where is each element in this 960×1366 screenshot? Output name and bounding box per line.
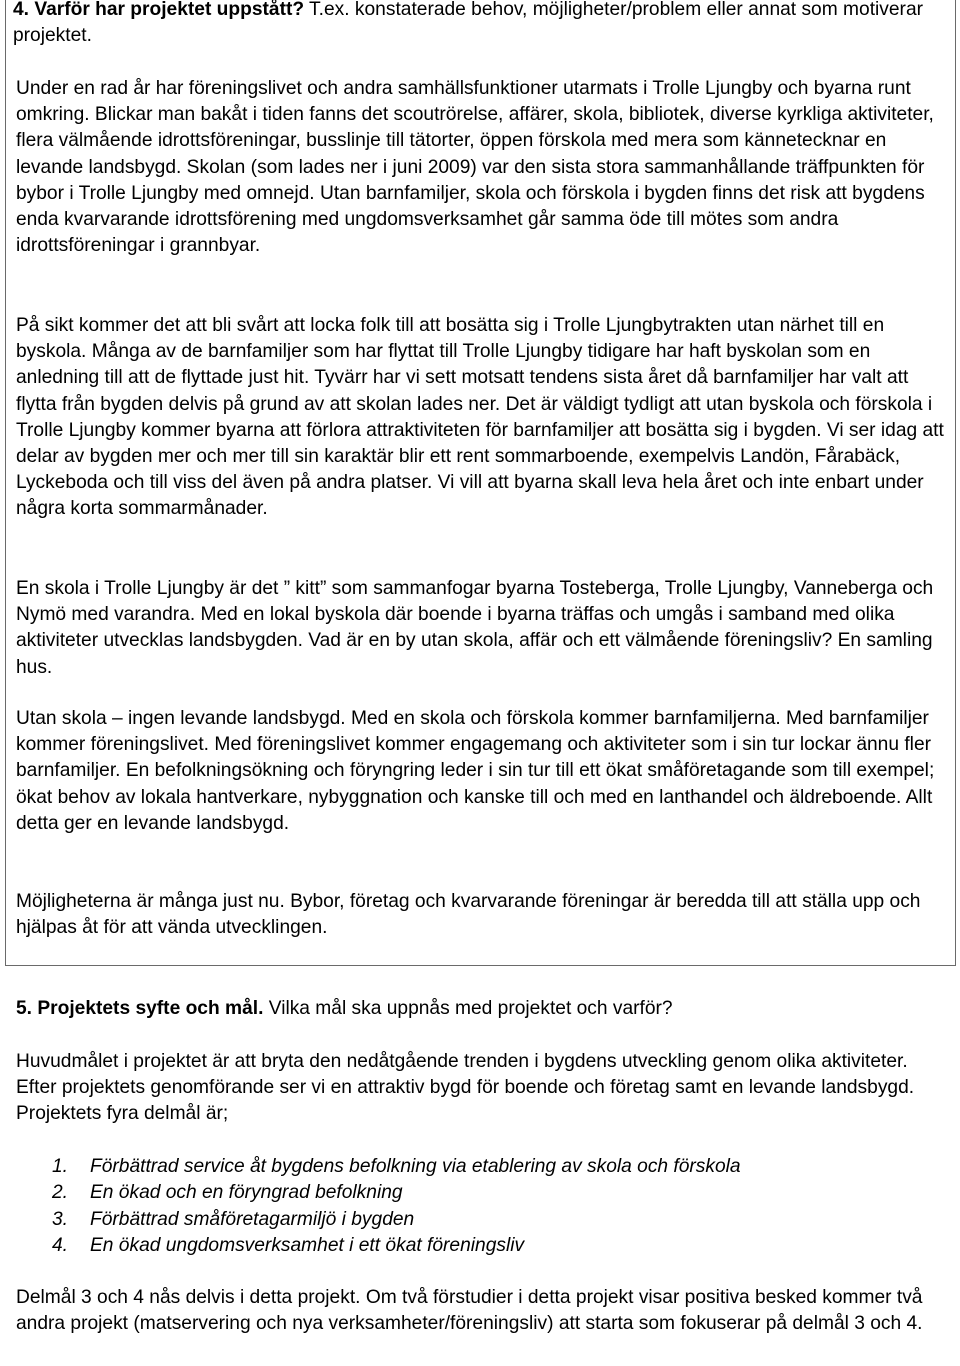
goal-number: 4. [52,1234,69,1256]
section4-paragraph-5: Möjligheterna är många just nu. Bybor, företag och kvarvarande föreningar är beredda till att ställa upp och hjälpas åt för att vända utvecklingen. [16,891,921,939]
goal-number: 2. [52,1182,69,1204]
goal-text: En ökad och en föryngrad befolkning [90,1182,403,1204]
section5-intro: Huvudmålet i projektet är att bryta den nedåtgående trenden i bygdens utveckling genom olika aktiviteter. Efter projektets genomförande ser vi en attraktiv bygd för boende och företag samt en levande landsbygd. Projektets fyra delmål är; [16,1051,915,1125]
section5-heading [16,996,951,1022]
section4-paragraph-3: En skola i Trolle Ljungby är det ” kitt” som sammanfogar byarna Tosteberga, Trolle Ljungby, Vanneberga och Nymö med varandra. Med en lokal byskola där boende i byarna träffas och umgås i samband med olika aktiviteter utvecklas landsbygden. Vad är en by utan skola, affär och ett välmående föreningsliv? En samling hus. [16,578,934,678]
goal-number: 1. [52,1156,69,1177]
goal-text: En ökad ungdomsverksamhet i ett ökat föreningsliv [90,1234,525,1256]
goal-text: Förbättrad småföretagarmiljö i bygden [90,1208,415,1230]
goal-item [52,1154,741,1180]
goal-item [52,1207,741,1233]
section4-heading [13,0,953,49]
section4-heading-description: T.ex. konstaterade behov, möjligheter/problem eller annat som motiverar projektet. [13,0,924,47]
goal-text: Förbättrad service åt bygdens befolkning via etablering av skola och förskola [90,1156,741,1177]
section5-heading-description: Vilka mål ska uppnås med projektet och varför? [263,998,673,1019]
section4-paragraph-4: Utan skola – ingen levande landsbygd. Med en skola och förskola kommer barnfamiljerna. Med barnfamiljer kommer föreningslivet. Med föreningslivet kommer engagemang och aktiviteter som i sin tur lockar ännu fler barnfamiljer. En befolkningsökning och föryngring leder i sin tur till ett ökat småföretagande som till exempel; ökat behov av lokala hantverkare, nybyggnation och kanske till och med en lanthandel och äldreboende. Allt detta ger en levande landsbygd. [16,708,935,834]
goal-item [52,1180,741,1206]
section4-paragraph-2: På sikt kommer det att bli svårt att locka folk till att bosätta sig i Trolle Ljungbytrakten utan närhet till en byskola. Många av de barnfamiljer som har flyttat till Trolle Ljungby tidigare har haft byskolan som en anledning till att de flyttade just hit. Tyvärr har vi sett motsatt tendens sista året då barnfamiljer har valt att flytta från bygden delvis på grund av att skolan lades ner. Det är väldigt tydligt att utan byskola och förskola i Trolle Ljungby kommer byarna att förlora attraktiviteten för barnfamiljer att bosätta sig i bygden. Vi ser idag att delar av bygden mer och mer till sin karaktär blir ett rent sommarboende, exempelvis Landön, Fårabäck, Lyckeboda och till viss del även på andra platser. Vi vill att byarna skall leva hela året och inte enbart under några korta sommarmånader. [16,315,944,520]
goal-item [52,1233,741,1259]
section5-heading-title: 5. Projektets syfte och mål. [16,998,264,1019]
section4-heading-title: 4. Varför har projektet uppstått? [13,0,305,20]
goal-number: 3. [52,1208,69,1230]
section4-paragraph-1: Under en rad år har föreningslivet och andra samhällsfunktioner utarmats i Trolle Ljungby och byarna runt omkring. Blickar man bakåt i tiden fanns det scoutrörelse, affärer, skola, bibliotek, diverse kyrkliga aktiviteter, flera välmående idrottsföreningar, busslinje till tätorter, öppen förskola med mera som kännetecknar en levande landsbygd. Skolan (som lades ner i juni 2009) var den sista stora sammanhållande träffpunkten för bybor i Trolle Ljungby med omnejd. Utan barnfamiljer, skola och förskola i bygden finns det risk att bygdens enda kvarvarande idrottsförening med ungdomsverksamhet går samma öde till mötes som andra idrottsföreningar i grannbyar. [16,78,934,257]
section5-closing: Delmål 3 och 4 nås delvis i detta projekt. Om två förstudier i detta projekt visar positiva besked kommer två andra projekt (matservering och nya verksamheter/föreningsliv) att starta som fokuserar på delmål 3 och 4. [16,1287,923,1335]
goal-list [52,1154,741,1259]
